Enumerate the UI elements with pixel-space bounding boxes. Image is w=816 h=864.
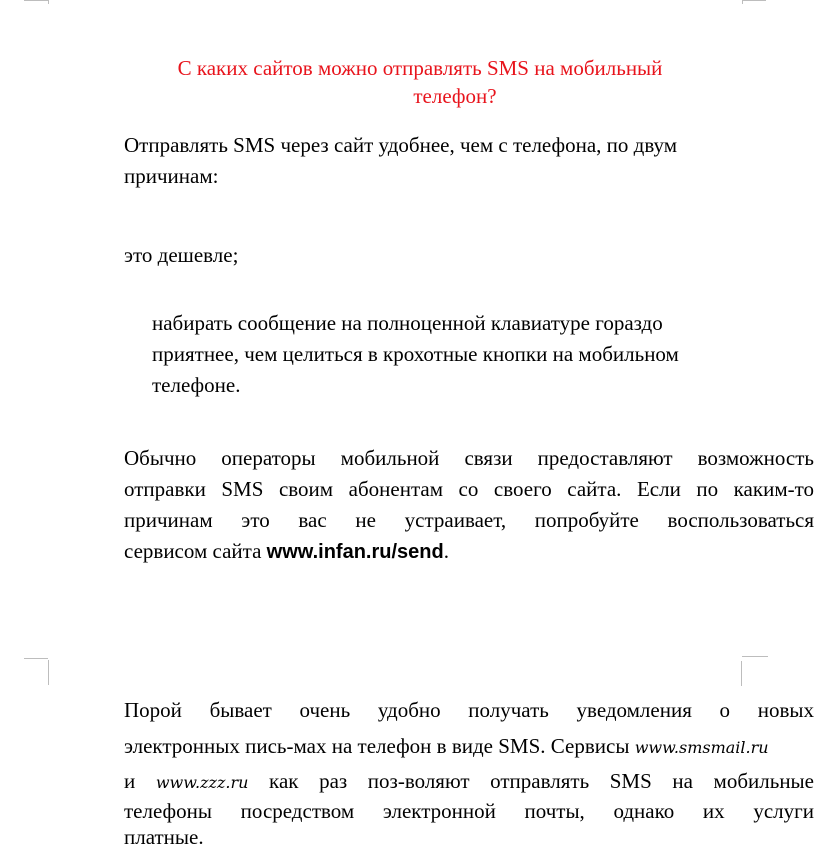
- reason2-line-1: набирать сообщение на полноценной клавиатуре гораздо: [152, 311, 663, 335]
- operators-line-3: причинам это вас не устраивает, попробуйте воспользоваться: [124, 508, 814, 532]
- email-paragraph: [124, 692, 814, 850]
- title-line-2: телефон?: [413, 84, 497, 108]
- reason-item-cheaper: это дешевле;: [124, 243, 239, 267]
- corner-mark-top-left-h: [24, 0, 48, 1]
- margin-mark-right-v: [741, 661, 742, 686]
- intro-line-1: Отправлять SMS через сайт удобнее, чем с телефона, по двум: [124, 133, 678, 157]
- email-line-5: платные.: [124, 825, 204, 849]
- intro-paragraph: [124, 130, 784, 192]
- reason2-line-3: телефоне.: [152, 373, 241, 397]
- zzz-link[interactable]: www.zzz.ru: [155, 773, 249, 792]
- email-line-1: Порой бывает очень удобно получать уведомления о новых: [124, 698, 814, 722]
- margin-mark-left-h: [24, 658, 48, 659]
- reason2-line-2: приятнее, чем целиться в крохотные кнопки на мобильном: [152, 342, 679, 366]
- email-line-4: телефоны посредством электронной почты, однако их услуги: [124, 799, 814, 823]
- reason-item-keyboard: [152, 308, 772, 401]
- operators-line-1: Обычно операторы мобильной связи предоставляют возможность: [124, 446, 814, 470]
- email-line-2: электронных пись-мах на телефон в виде SMS. Сервисы www.smsmail.ru: [124, 734, 769, 758]
- intro-line-2: причинам:: [124, 164, 219, 188]
- operators-line-4: сервисом сайта www.infan.ru/send.: [124, 539, 449, 563]
- email-line-3: и www.zzz.ru как раз поз-воляют отправлять SMS на мобильные: [124, 769, 814, 793]
- page-title: [120, 54, 720, 110]
- operators-paragraph: [124, 443, 814, 568]
- operators-line-2: отправки SMS своим абонентам со своего сайта. Если по каким-то: [124, 477, 814, 501]
- margin-mark-right-h: [742, 656, 768, 657]
- smsmail-link[interactable]: www.smsmail.ru: [634, 738, 769, 757]
- corner-mark-top-right-h: [742, 0, 766, 1]
- corner-mark-top-left: [48, 0, 49, 4]
- infan-send-link[interactable]: www.infan.ru/send: [266, 541, 444, 563]
- margin-mark-left-v: [48, 660, 49, 685]
- title-line-1: С каких сайтов можно отправлять SMS на мобильный: [177, 56, 663, 80]
